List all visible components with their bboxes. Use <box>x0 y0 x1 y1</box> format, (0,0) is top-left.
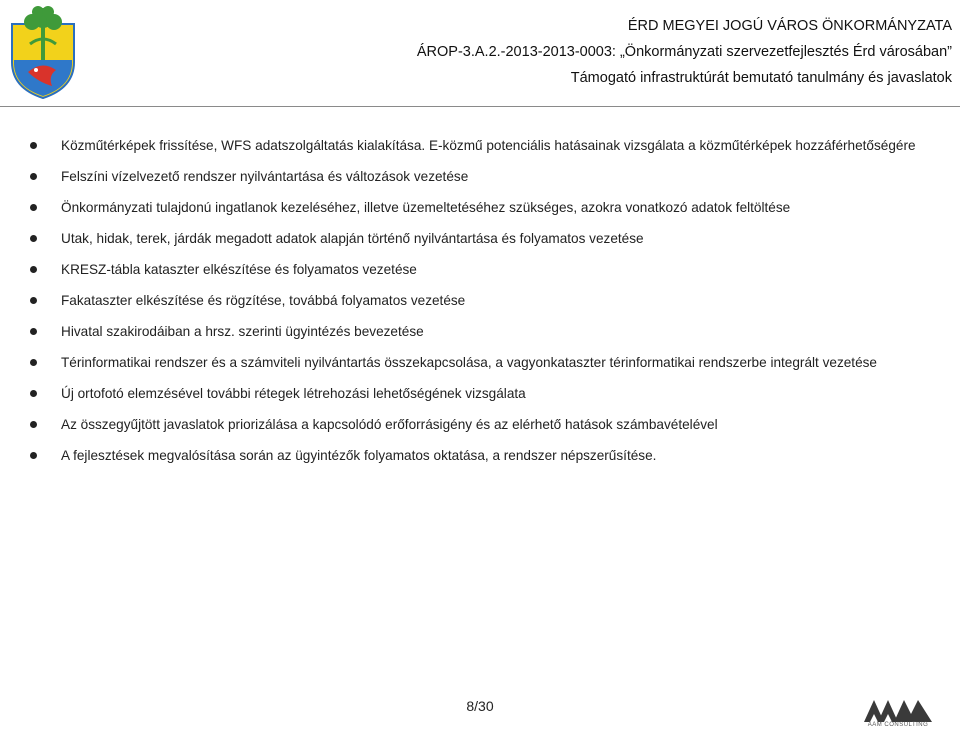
list-item: Térinformatikai rendszer és a számviteli nyilvántartás összekapcsolása, a vagyonkataszter térinformatikai rendszerbe integrált vezetése <box>30 353 952 373</box>
bullet-icon <box>30 173 37 180</box>
bullet-icon <box>30 266 37 273</box>
list-item: Hivatal szakirodáiban a hrsz. szerinti ügyintézés bevezetése <box>30 322 952 342</box>
list-item: Közműtérképek frissítése, WFS adatszolgáltatás kialakítása. E-közmű potenciális hatásainak vizsgálata a közműtérképek hozzáférhetőségére <box>30 136 952 156</box>
aam-consulting-logo-icon <box>864 692 932 726</box>
list-item: Felszíni vízelvezető rendszer nyilvántartása és változások vezetése <box>30 167 952 187</box>
list-item: Az összegyűjtött javaslatok priorizálása a kapcsolódó erőforrásigény és az elérhető hatások számbavételével <box>30 415 952 435</box>
list-item: KRESZ-tábla kataszter elkészítése és folyamatos vezetése <box>30 260 952 280</box>
bullet-icon <box>30 421 37 428</box>
bullet-icon <box>30 452 37 459</box>
bullet-icon <box>30 328 37 335</box>
list-item: Fakataszter elkészítése és rögzítése, továbbá folyamatos vezetése <box>30 291 952 311</box>
page-number: 8/30 <box>466 698 494 714</box>
bullet-icon <box>30 204 37 211</box>
bullet-icon <box>30 297 37 304</box>
consulting-logo-text: AAM CONSULTING <box>867 722 929 728</box>
bullet-list <box>30 136 952 477</box>
header-organization: ÉRD MEGYEI JOGÚ VÁROS ÖNKORMÁNYZATA <box>627 18 952 34</box>
bullet-icon <box>30 142 37 149</box>
city-coat-of-arms-icon <box>8 4 78 100</box>
list-item: A fejlesztések megvalósítása során az ügyintézők folyamatos oktatása, a rendszer népszerűsítése. <box>30 446 952 466</box>
page-header <box>0 0 960 107</box>
header-project: ÁROP-3.A.2.-2013-2013-0003: „Önkormányzati szervezetfejlesztés Érd városában” <box>416 44 952 60</box>
list-item: Utak, hidak, terek, járdák megadott adatok alapján történő nyilvántartása és folyamatos vezetése <box>30 229 952 249</box>
list-item: Önkormányzati tulajdonú ingatlanok kezeléséhez, illetve üzemeltetéséhez szükséges, azokra vonatkozó adatok feltöltése <box>30 198 952 218</box>
list-item: Új ortofotó elemzésével további rétegek létrehozási lehetőségének vizsgálata <box>30 384 952 404</box>
bullet-icon <box>30 359 37 366</box>
bullet-icon <box>30 235 37 242</box>
header-document-title: Támogató infrastruktúrát bemutató tanulmány és javaslatok <box>570 70 952 86</box>
bullet-icon <box>30 390 37 397</box>
